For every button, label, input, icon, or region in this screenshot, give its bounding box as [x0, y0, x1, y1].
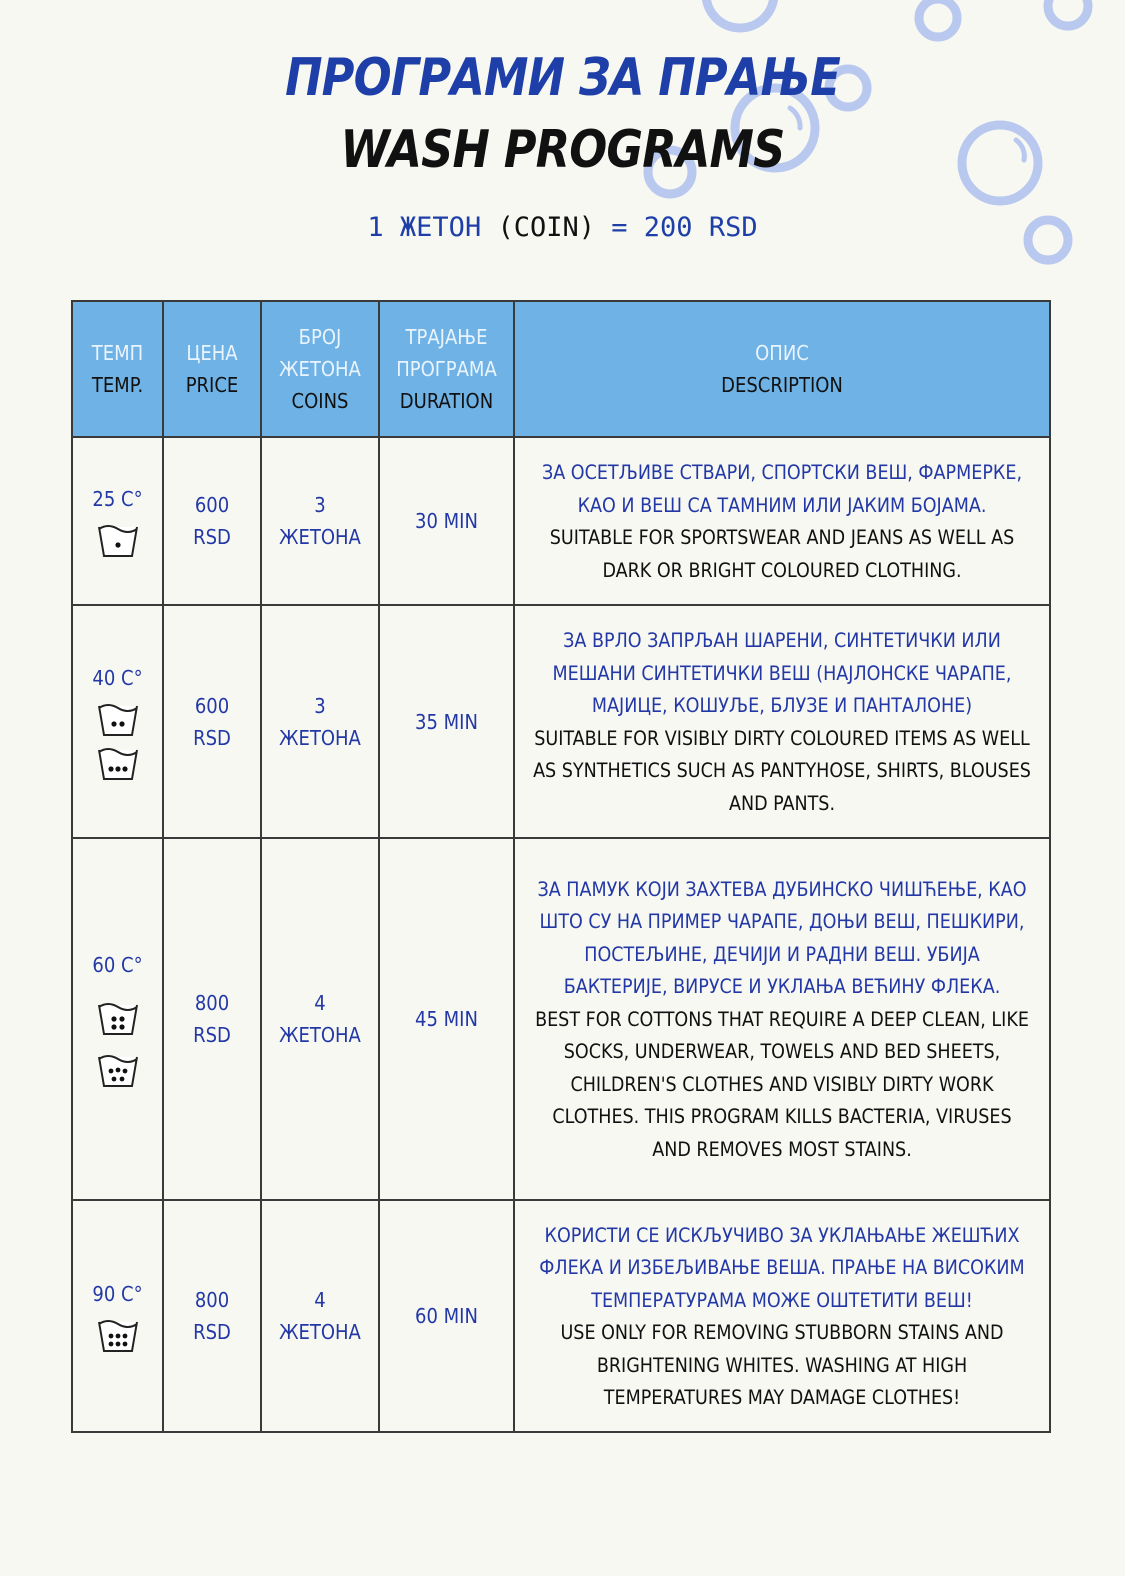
wash-programs-table [71, 300, 1051, 1433]
header-description [514, 301, 1050, 437]
temp-value: 25 C° [92, 487, 143, 511]
page-title-cyrillic: ПРОГРАМИ ЗА ПРАЊЕ [285, 48, 840, 108]
coins-value: 3 [314, 493, 326, 517]
description-cyrillic: ЗА ОСЕТЉИВЕ СТВАРИ, СПОРТСКИ ВЕШ, ФАРМЕРКЕ, КАО И ВЕШ СА ТАМНИМ ИЛИ ЈАКИМ БОЈАМА. [541, 461, 1023, 517]
wash-50-icon [96, 744, 140, 782]
coin-rate [0, 212, 1125, 243]
bubble-icon [919, 0, 957, 37]
description-cell [514, 437, 1050, 605]
description-english: BEST FOR COTTONS THAT REQUIRE A DEEP CLEAN, LIKE SOCKS, UNDERWEAR, TOWELS AND BED SHEETS, CHILDREN'S CLOTHES AND VISIBLY DIRTY WORK CLOTHES. THIS PROGRAM KILLS BACTERIA, VIRUSES AND REMOVES MOST STAINS. [535, 1007, 1029, 1161]
temp-cell [72, 1200, 163, 1432]
wash-70-icon [96, 1051, 140, 1089]
description-cell [514, 605, 1050, 838]
description-cell [514, 1200, 1050, 1432]
table-row [72, 437, 1050, 605]
price-cell [163, 838, 261, 1200]
description-cell [514, 838, 1050, 1200]
description-cyrillic: ЗА ВРЛО ЗАПРЉАН ШАРЕНИ, СИНТЕТИЧКИ ИЛИ МЕШАНИ СИНТЕТИЧКИ ВЕШ (НАЈЛОНСКЕ ЧАРАПЕ, МАЈИЦЕ, КОШУЉЕ, БЛУЗЕ И ПАНТАЛОНЕ) [552, 629, 1012, 717]
header-temp-la: TEMP. [91, 373, 144, 397]
price-currency: RSD [193, 525, 231, 549]
page-title-latin: WASH PROGRAMS [340, 120, 785, 180]
temp-value: 40 C° [92, 665, 143, 690]
header-price-cy: ЦЕНА [186, 341, 238, 365]
description-english: USE ONLY FOR REMOVING STUBBORN STAINS AND BRIGHTENING WHITES. WASHING AT HIGH TEMPERATURES MAY DAMAGE CLOTHES! [560, 1321, 1004, 1409]
header-duration-la: DURATION [399, 389, 494, 413]
temp-value: 90 C° [92, 1282, 143, 1306]
description-english: SUITABLE FOR SPORTSWEAR AND JEANS AS WELL AS DARK OR BRIGHT COLOURED CLOTHING. [549, 526, 1015, 582]
price-currency: RSD [193, 725, 231, 750]
coins-cell [261, 605, 379, 838]
coins-unit: ЖЕТОНА [279, 525, 361, 549]
header-coins-cy2: ЖЕТОНА [279, 357, 361, 381]
coins-unit: ЖЕТОНА [279, 1320, 361, 1344]
description-cyrillic: КОРИСТИ СЕ ИСКЉУЧИВО ЗА УКЛАЊАЊЕ ЖЕШЋИХ ФЛЕКА И ИЗБЕЉИВАЊЕ ВЕША. ПРАЊЕ НА ВИСОКИМ ТЕМПЕРАТУРАМА МОЖЕ ОШТЕТИТИ ВЕШ! [539, 1223, 1025, 1312]
temp-cell [72, 605, 163, 838]
header-duration-cy2: ПРОГРАМА [396, 357, 497, 381]
price-value: 800 [194, 991, 230, 1015]
header-description-la: DESCRIPTION [721, 373, 843, 397]
duration-cell: 35 MIN [379, 605, 514, 838]
table-row [72, 1200, 1050, 1432]
header-price [163, 301, 261, 437]
wash-90-icon [96, 1316, 140, 1354]
coin-rate-prefix: 1 ЖЕТОН [367, 212, 482, 243]
table-row [72, 838, 1050, 1200]
coin-rate-suffix: = 200 RSD [611, 212, 758, 243]
wash-60-icon [96, 999, 140, 1037]
coins-cell [261, 437, 379, 605]
coins-value: 4 [314, 1288, 326, 1312]
coins-cell [261, 838, 379, 1200]
wash-30-icon [96, 521, 140, 559]
bubble-icon [1048, 0, 1088, 26]
duration-cell: 45 MIN [379, 838, 514, 1200]
price-value: 800 [194, 1288, 230, 1312]
header-duration-cy1: ТРАЈАЊЕ [405, 325, 488, 349]
price-value: 600 [194, 693, 230, 718]
header-coins [261, 301, 379, 437]
price-cell [163, 605, 261, 838]
duration-cell: 30 MIN [379, 437, 514, 605]
bubble-icon [706, 0, 774, 28]
header-price-la: PRICE [185, 373, 239, 397]
price-cell [163, 1200, 261, 1432]
header-description-cy: ОПИС [755, 341, 809, 365]
coin-rate-paren: (COIN) [497, 212, 596, 243]
coins-cell [261, 1200, 379, 1432]
price-currency: RSD [193, 1320, 231, 1344]
header-temp [72, 301, 163, 437]
price-value: 600 [194, 493, 230, 517]
temp-value: 60 C° [92, 953, 143, 977]
temp-cell [72, 838, 163, 1200]
header-temp-cy: ТЕМП [91, 341, 144, 365]
table-row [72, 605, 1050, 838]
coins-unit: ЖЕТОНА [279, 725, 361, 750]
coins-unit: ЖЕТОНА [279, 1023, 361, 1047]
temp-cell [72, 437, 163, 605]
header-duration [379, 301, 514, 437]
description-cyrillic: ЗА ПАМУК КОЈИ ЗАХТЕВА ДУБИНСКО ЧИШЋЕЊЕ, КАО ШТО СУ НА ПРИМЕР ЧАРАПЕ, ДОЊИ ВЕШ, ПЕШКИРИ, ПОСТЕЉИНЕ, ДЕЧИЈИ И РАДНИ ВЕШ. УБИЈА БАКТЕРИЈЕ, ВИРУСЕ И УКЛАЊА ВЕЋИНУ ФЛЕКА. [537, 877, 1027, 999]
wash-40-icon [96, 700, 140, 738]
table-header-row [72, 301, 1050, 437]
coins-value: 4 [314, 991, 326, 1015]
price-cell [163, 437, 261, 605]
coins-value: 3 [314, 693, 326, 718]
duration-cell: 60 MIN [379, 1200, 514, 1432]
header-coins-la: COINS [291, 389, 349, 413]
price-currency: RSD [193, 1023, 231, 1047]
description-english: SUITABLE FOR VISIBLY DIRTY COLOURED ITEMS AS WELL AS SYNTHETICS SUCH AS PANTYHOSE, SHIRTS, BLOUSES AND PANTS. [533, 726, 1031, 815]
header-coins-cy1: БРОЈ [298, 325, 342, 349]
